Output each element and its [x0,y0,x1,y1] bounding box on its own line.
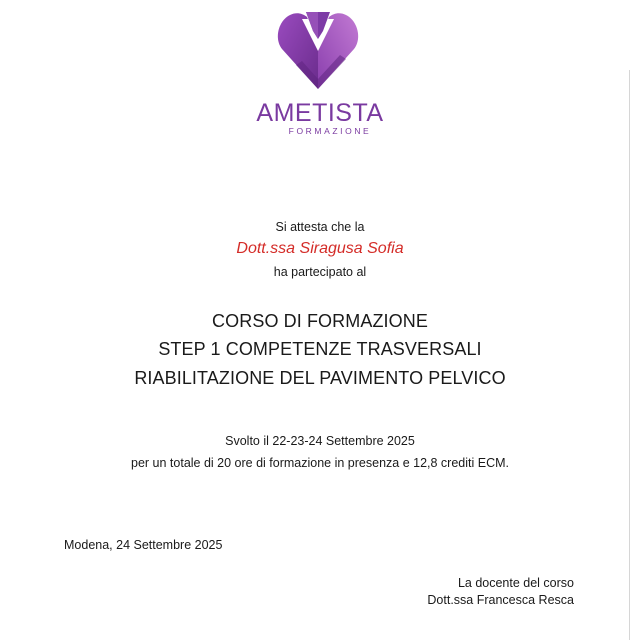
course-title-line: CORSO DI FORMAZIONE [212,311,428,331]
recipient-name: Dott.ssa Siragusa Sofia [236,240,404,257]
signer-role: La docente del corso [457,576,574,590]
brand-name: AMETISTA [256,99,384,127]
attest-text: Si attesta che la [275,220,365,234]
course-hours-credits: per un totale di 20 ore di formazione in presenza e 12,8 crediti ECM. [131,456,509,470]
course-title-line: STEP 1 COMPETENZE TRASVERSALI [158,339,482,359]
participated-text: ha partecipato al [273,265,367,279]
place-and-date: Modena, 24 Settembre 2025 [64,538,223,552]
course-dates: Svolto il 22-23-24 Settembre 2025 [225,434,415,448]
brand-subtitle: FORMAZIONE [288,126,372,136]
signer-name: Dott.ssa Francesca Resca [427,593,574,607]
course-title-line: RIABILITAZIONE DEL PAVIMENTO PELVICO [134,368,506,388]
amethyst-heart-gem-icon [276,9,360,91]
